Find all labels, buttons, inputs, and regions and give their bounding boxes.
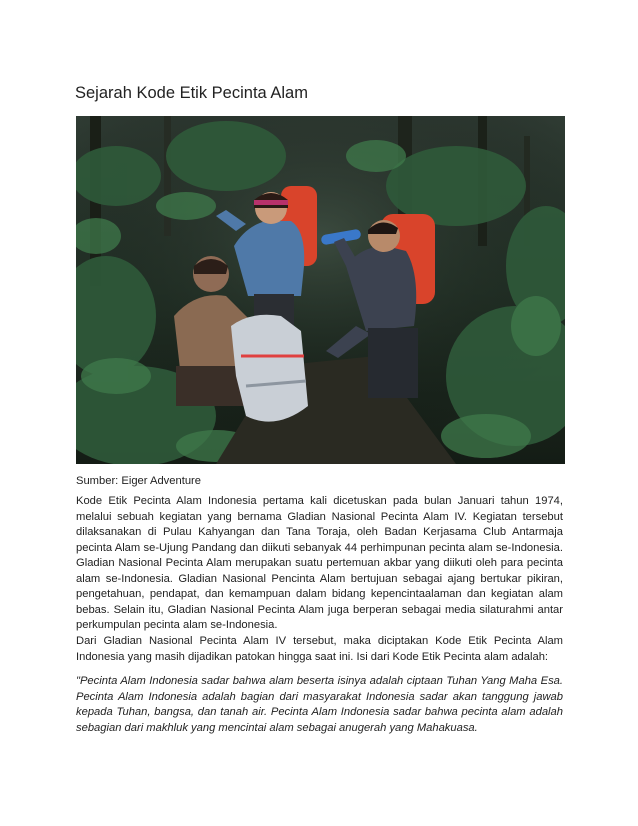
paragraph-3-quote: "Pecinta Alam Indonesia sadar bahwa alam beserta isinya adalah ciptaan Tuhan Yang Maha Esa. Pecinta Alam Indonesia adalah bagian dari masyarakat Indonesia sadar akan tanggung jawab kepada Tuhan, bangsa, dan tanah air. Pecinta Alam Indonesia sadar bahwa pecinta alam adalah sebagian dari makhluk yang mencintai alam sebagai anugerah yang Mahakuasa. [76,675,563,734]
hikers-photo [76,116,565,464]
page-title: Sejarah Kode Etik Pecinta Alam [75,84,308,102]
paragraph-2: Dari Gladian Nasional Pecinta Alam IV tersebut, maka diciptakan Kode Etik Pecinta Alam Indonesia yang masih dijadikan patokan hingga saat ini. Isi dari Kode Etik Pecinta alam adalah: [76,635,563,663]
paragraph-1: Kode Etik Pecinta Alam Indonesia pertama kali dicetuskan pada bulan Januari tahun 1974, melalui sebuah kegiatan yang bernama Gladian Nasional Pecinta Alam IV. Kegiatan tersebut dilaksanakan di Pulau Kahyangan dan Tana Toraja, oleh Badan Kerjasama Club Antarmaja pecinta Alam se-Ujung Pandang dan diikuti sebanyak 44 perhimpunan pecinta alam se-Indonesia. Gladian Nasional Pecinta Alam merupakan suatu pertemuan akbar yang diikuti oleh para pecinta alam se-Indonesia. Gladian Nasional Pencinta Alam bertujuan sebagai ajang bertukar pikiran, pengetahuan, pendapat, dan kemampuan dalam bidang kepencintaalaman dan kegiatan alam bebas. Selain itu, Gladian Nasional Pecinta Alam juga berperan sebagai media silaturahmi antar perkumpulan pecinta alam se-Indonesia. [76,495,563,631]
hikers-in-forest-illustration [76,116,565,464]
image-caption: Sumber: Eiger Adventure [76,475,201,487]
